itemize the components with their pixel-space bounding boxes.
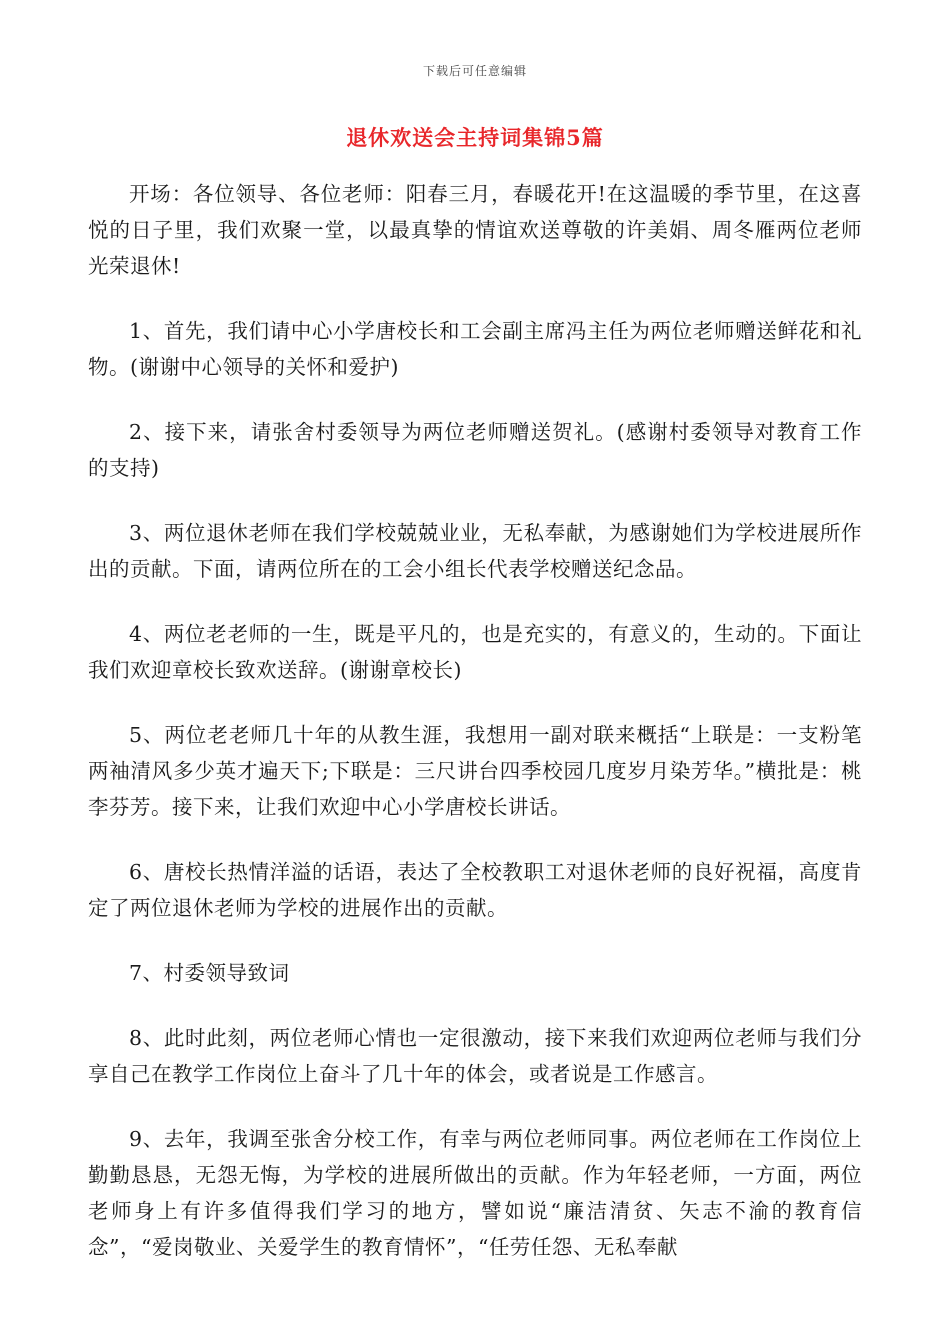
document-body [88,176,862,1294]
paragraph-item-8: 8、此时此刻，两位老师心情也一定很激动，接下来我们欢迎两位老师与我们分享自己在教学工作岗位上奋斗了几十年的体会，或者说是工作感言。 [88,1026,862,1086]
paragraph-item-9: 9、去年，我调至张舍分校工作，有幸与两位老师同事。两位老师在工作岗位上勤勤恳恳，无怨无悔，为学校的进展所做出的贡献。作为年轻老师，一方面，两位老师身上有许多值得我们学习的地方，譬如说“廉洁清贫、矢志不渝的教育信念”，“爱岗敬业、关爱学生的教育情怀”，“任劳任怨、无私奉献 [88,1127,862,1259]
header-note: 下载后可任意编辑 [422,64,527,78]
paragraph-item-4: 4、两位老老师的一生，既是平凡的，也是充实的，有意义的，生动的。下面让我们欢迎章校长致欢送辞。(谢谢章校长) [88,622,862,682]
paragraph-item-1: 1、首先，我们请中心小学唐校长和工会副主席冯主任为两位老师赠送鲜花和礼物。(谢谢中心领导的关怀和爱护) [88,319,862,379]
paragraph-item-3: 3、两位退休老师在我们学校兢兢业业，无私奉献，为感谢她们为学校进展所作出的贡献。下面，请两位所在的工会小组长代表学校赠送纪念品。 [88,521,862,581]
paragraph-opening: 开场：各位领导、各位老师：阳春三月，春暖花开!在这温暖的季节里，在这喜悦的日子里，我们欢聚一堂，以最真挚的情谊欢送尊敬的许美娟、周冬雁两位老师光荣退休! [88,182,862,278]
document-title: 退休欢送会主持词集锦5篇 [346,125,604,150]
paragraph-item-5: 5、两位老老师几十年的从教生涯，我想用一副对联来概括“上联是：一支粉笔两袖清风多少英才遍天下;下联是：三尺讲台四季校园几度岁月染芳华。”横批是：桃李芬芳。接下来，让我们欢迎中心小学唐校长讲话。 [88,723,862,819]
paragraph-item-7: 7、村委领导致词 [129,961,290,985]
paragraph-item-2: 2、接下来，请张舍村委领导为两位老师赠送贺礼。(感谢村委领导对教育工作的支持) [88,420,862,480]
paragraph-item-6: 6、唐校长热情洋溢的话语，表达了全校教职工对退休老师的良好祝福，高度肯定了两位退休老师为学校的进展作出的贡献。 [88,860,862,920]
